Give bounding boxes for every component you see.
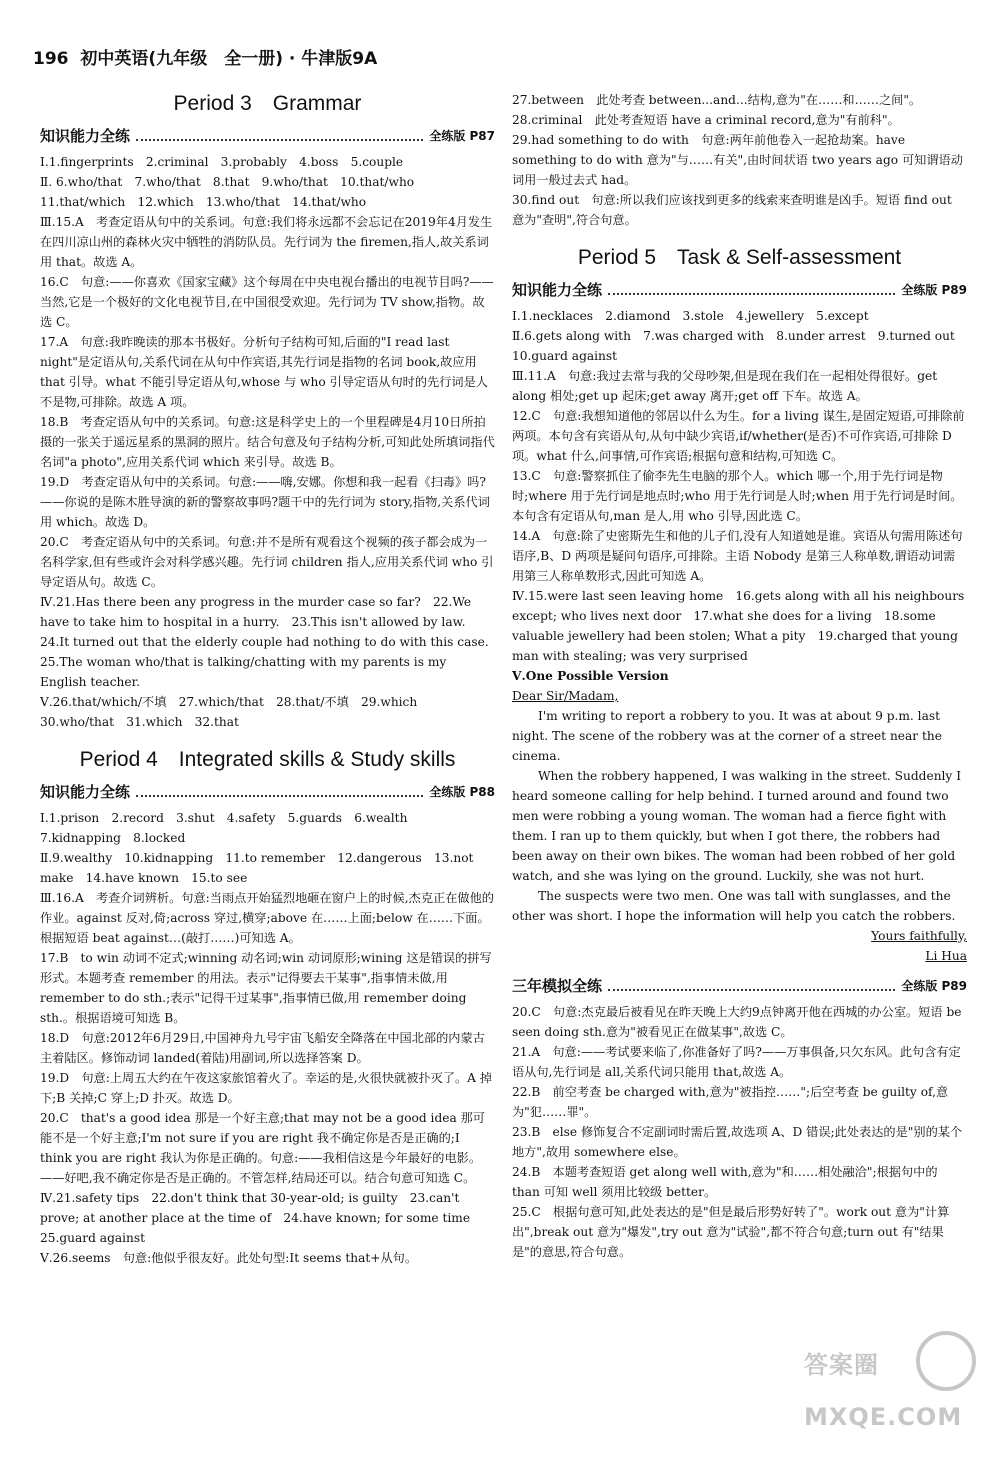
answer-line: 24.It turned out that the elderly couple had nothing to do with this case. [40, 635, 489, 649]
dotted-leader [608, 989, 895, 991]
answer-line: 20.C that's a good idea 那是一个好主意;that may not be a good idea 那可能不是一个好主意;I'm not sure if you are right 我不确定你是否是正确的;I think you are right 我认为你是正确的。句意:——我相信这是今年最好的电影。——好吧,我不确定你是否是正确的。不管怎样,结局还可以。结合句意可知选 C。 [40, 1111, 485, 1185]
answer-line: Ⅱ.6.gets along with 7.was charged with 8.under arrest 9.turned out [512, 329, 955, 343]
answer-line: 16.C 句意:——你喜欢《国家宝藏》这个每周在中央电视台播出的电视节目吗?——当然,它是一个极好的文化电视节目,在中国很受欢迎。先行词为 TV show,指物。故选 C。 [40, 275, 494, 329]
answer-line: 30.find out 句意:所以我们应该找到更多的线索来查明谁是凶手。短语 find out 意为"查明",符合句意。 [512, 193, 952, 227]
section-ref: 全练版 P88 [429, 785, 495, 799]
answer-line: 11.that/which 12.which 13.who/that 14.that/who [40, 195, 367, 209]
answer-line: Ⅳ.21.safety tips 22.don't think that 30-year-old; is guilty 23.can't prove; at another place at the time of 24.have known; for some time [40, 1191, 471, 1225]
letter-paragraph: The suspects were two men. One was tall with sunglasses, and the other was short. I hope the information will help you catch the robbers. [512, 889, 956, 923]
answer-line: 10.guard against [512, 349, 618, 363]
period-4-title: Period 4 Integrated skills & Study skills [79, 748, 456, 771]
answer-line: Ⅱ. 6.who/that 7.who/that 8.that 9.who/that 10.that/who [40, 175, 415, 189]
book-title: 初中英语(九年级 全一册) · 牛津版9A [80, 49, 378, 69]
answer-line: Ⅲ.16.A 考查介词辨析。句意:当雨点开始猛烈地砸在窗户上的时候,杰克正在做他的作业。against 反对,倚;across 穿过,横穿;above 在……上面;below 在……下面。根据短语 beat against…(敲打……)可知选 A。 [40, 891, 494, 945]
answer-line: 12.C 句意:我想知道他的邻居以什么为生。for a living 谋生,是固定短语,可排除前两项。本句含有宾语从句,从句中缺少宾语,if/whether(是否)不可作宾语,可排除 D 项。what 什么,问事情,可作宾语;根据句意和结构,可知选 C。 [512, 409, 965, 463]
answer-line: 14.A 句意:除了史密斯先生和他的儿子们,没有人知道她是谁。宾语从句需用陈述句语序,B、D 两项是疑问句语序,可排除。主语 Nobody 是第三人称单数,谓语动词需用第三人称单数形式,因此可知选 A。 [512, 529, 963, 583]
right-column [512, 90, 967, 1262]
page-number: 196 [33, 49, 69, 69]
answer-line: 25.C 根据句意可知,此处表达的是"但是最后形势好转了"。work out 意为"计算出",break out 意为"爆发",try out 意为"试验",都不符合句意;turn out 有"结果是"的意思,符合句意。 [512, 1205, 950, 1259]
version-heading: Ⅴ.One Possible Version [512, 669, 669, 683]
answer-line: Ⅰ.1.prison 2.record 3.shut 4.safety 5.guards 6.wealth [40, 811, 408, 825]
answer-line: Ⅴ.26.seems 句意:他似乎很友好。此处句型:It seems that+从句。 [40, 1251, 418, 1265]
left-column [40, 86, 495, 1268]
section-header [40, 124, 495, 146]
section-name: 知识能力全练 [40, 783, 131, 801]
answer-line: 20.C 句意:杰克最后被看见在昨天晚上大约9点钟离开他在西城的办公室。短语 be seen doing sth.意为"被看见正在做某事",故选 C。 [512, 1005, 962, 1039]
page-header [33, 44, 963, 78]
answer-line: 27.between 此处考查 between...and...结构,意为"在……和……之间"。 [512, 93, 922, 107]
dotted-leader [608, 293, 895, 295]
answer-line: Ⅰ.1.necklaces 2.diamond 3.stole 4.jewellery 5.except [512, 309, 869, 323]
watermark-logo [796, 1323, 986, 1443]
answer-line: 29.had something to do with 句意:两年前他卷入一起抢劫案。have something to do with 意为"与……有关",由时间状语 two years ago 可知谓语动词用一般过去式 had。 [512, 133, 963, 187]
answer-line: 7.kidnapping 8.locked [40, 831, 186, 845]
answer-line: 20.C 考查定语从句中的关系词。句意:并不是所有观看这个视频的孩子都会成为一名科学家,但有些或许会对科学感兴趣。先行词 children 指人,应用关系代词 who 引导定语从句。故选 C。 [40, 535, 494, 589]
section-ref: 全练版 P89 [901, 979, 967, 993]
letter-paragraph: When the robbery happened, I was walking in the street. Suddenly I heard someone calling for help behind. I turned around and found two men were robbing a young woman. The woman had a fierce fight with them. I ran up to them quickly, but when I got there, the robbers had been away on their own bikes. The woman had been robbed of her gold watch, and she was lying on the ground. Luckily, she was not hurt. [512, 769, 962, 883]
answer-line: 25.The woman who/that is talking/chatting with my parents is my English teacher. [40, 655, 447, 689]
section-name: 三年模拟全练 [512, 977, 603, 995]
letter-salutation: Dear Sir/Madam, [512, 689, 619, 703]
answer-line: 17.A 句意:我昨晚读的那本书极好。分析句子结构可知,后面的"I read last night"是定语从句,关系代词在从句中作宾语,其先行词是指物的名词 book,故应用 that 引导。what 不能引导定语从句,whose 与 who 引导定语从句时的先行词是人不是物,可排除。故选 A 项。 [40, 335, 488, 409]
section-header [512, 278, 967, 300]
answer-line: Ⅳ.21.Has there been any progress in the murder case so far? 22.We have to take him to hospital in a hurry. 23.This isn't allowed by law. [40, 595, 472, 629]
answer-line: 19.D 考查定语从句中的关系词。句意:——嗨,安娜。你想和我一起看《扫毒》吗?——你说的是陈木胜导演的新的警察故事吗?题干中的先行词为 story,指物,关系代词用 which。故选 D。 [40, 475, 490, 529]
answer-line: 23.B else 修饰复合不定副词时需后置,故选项 A、D 错误;此处表达的是"别的某个地方",故用 somewhere else。 [512, 1125, 963, 1159]
answer-line: 24.B 本题考查短语 get along well with,意为"和……相处融洽";根据句中的 than 可知 well 须用比较级 better。 [512, 1165, 938, 1199]
answer-line: Ⅳ.15.were last seen leaving home 16.gets along with all his neighbours except; who lives next door 17.what she does for a living 18.some valuable jewellery had been stolen; What a pity 19.charged that young man with stealing; was very surprised [512, 589, 965, 663]
letter-signature: Li Hua [925, 949, 967, 963]
answer-line: 18.B 考查定语从句中的关系词。句意:这是科学史上的一个里程碑是4月10日所拍摄的一张关于遥远星系的黑洞的照片。结合句意及句子结构分析,可知此处所填词指代名词"a photo",应用关系代词 which 来引导。故选 B。 [40, 415, 495, 469]
answer-line: Ⅰ.1.fingerprints 2.criminal 3.probably 4.boss 5.couple [40, 155, 404, 169]
answer-line: Ⅴ.26.that/which/不填 27.which/that 28.that/不填 29.which [40, 695, 418, 709]
section-name: 知识能力全练 [512, 281, 603, 299]
answer-line: 19.D 句意:上周五大约在午夜这家旅馆着火了。幸运的是,火很快就被扑灭了。A 掉下;B 关掉;C 穿上;D 扑灭。故选 D。 [40, 1071, 492, 1105]
answer-line: 13.C 句意:警察抓住了偷李先生电脑的那个人。which 哪一个,用于先行词是物时;where 用于先行词是地点时;who 用于先行词是人时;when 用于先行词是时间。本句含有定语从句,man 是人,用 who 引导,因此选 C。 [512, 469, 963, 523]
answer-line: 30.who/that 31.which 32.that [40, 715, 239, 729]
section-header [40, 780, 495, 802]
answer-line: 25.guard against [40, 1231, 146, 1245]
section-header [512, 974, 967, 996]
section-ref: 全练版 P87 [429, 129, 495, 143]
letter-paragraph: I'm writing to report a robbery to you. It was at about 9 p.m. last night. The scene of the robbery was at the corner of a street near the cinema. [512, 709, 942, 763]
dotted-leader [136, 795, 423, 797]
section-ref: 全练版 P89 [901, 283, 967, 297]
dotted-leader [136, 139, 423, 141]
answer-line: 21.A 句意:——考试要来临了,你准备好了吗?——万事俱备,只欠东风。此句含有定语从句,先行词是 all,关系代词只能用 that,故选 A。 [512, 1045, 961, 1079]
answer-line: Ⅲ.15.A 考查定语从句中的关系词。句意:我们将永远都不会忘记在2019年4月发生在四川凉山州的森林火灾中牺牲的消防队员。先行词为 the firemen,指人,故关系词用 that。故选 A。 [40, 215, 493, 269]
answer-line: 28.criminal 此处考查短语 have a criminal record,意为"有前科"。 [512, 113, 900, 127]
watermark-line-1: 答案圈 [804, 1351, 879, 1379]
watermark-line-2: MXQE.COM [804, 1403, 963, 1431]
period-3-title: Period 3 Grammar [173, 92, 362, 115]
answer-line: Ⅱ.9.wealthy 10.kidnapping 11.to remember 12.dangerous 13.not make 14.have known 15.to see [40, 851, 474, 885]
answer-line: 22.B 前空考查 be charged with,意为"被指控……";后空考查 be guilty of,意为"犯……罪"。 [512, 1085, 949, 1119]
answer-line: Ⅲ.11.A 句意:我过去常与我的父母吵架,但是现在我们在一起相处得很好。get along 相处;get up 起床;get away 离开;get off 下车。故选 A。 [512, 369, 938, 403]
watermark-circle-icon [918, 1333, 974, 1389]
period-5-title: Period 5 Task & Self-assessment [577, 246, 902, 269]
answer-line: 17.B to win 动词不定式;winning 动名词;win 动词原形;wining 这是错误的拼写形式。本题考查 remember 的用法。表示"记得要去干某事",指事情未做,用 remember to do sth.;表示"记得干过某事",指事情已做,用 remember doing sth.。根据语境可知选 B。 [40, 951, 492, 1025]
letter-closing: Yours faithfully, [871, 929, 967, 943]
section-name: 知识能力全练 [40, 127, 131, 145]
answer-line: 18.D 句意:2012年6月29日,中国神舟九号宇宙飞船安全降落在中国北部的内蒙古主着陆区。修饰动词 landed(着陆)用副词,所以选择答案 D。 [40, 1031, 485, 1065]
